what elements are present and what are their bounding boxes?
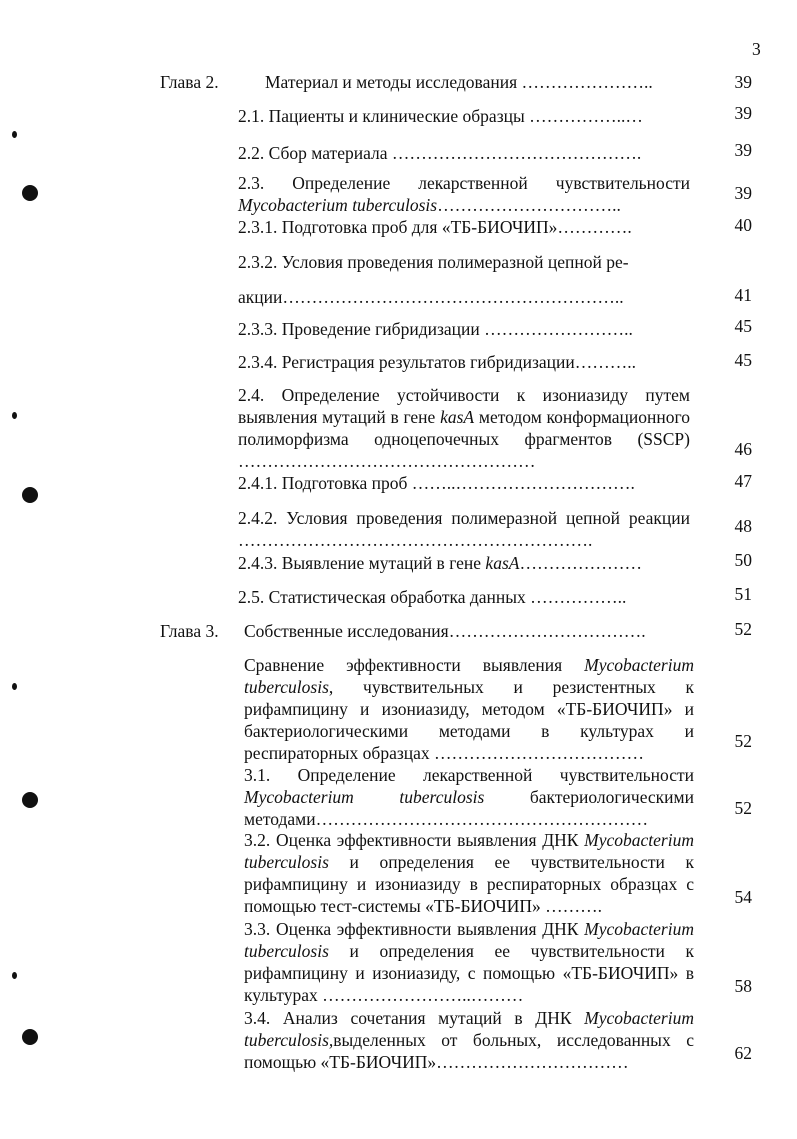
toc-entry-2-4: 2.4. Определение устойчивости к изониазиду путем выявления мутаций в гене kasA методом конформационного полиморфизма одноцепочечных фрагментов (SSCP) …………………………………………… <box>238 385 691 471</box>
toc-entry-2-3-2-cont: акции………………………………………………….. <box>238 287 624 307</box>
toc-entry-2-3: 2.3. Определение лекарственной чувствительности Mycobacterium tuberculosis………………………….. <box>238 173 690 215</box>
toc-page-3-1: 52 <box>734 798 752 818</box>
toc-page-2-2: 39 <box>734 140 752 160</box>
binder-hole-mark <box>22 185 38 201</box>
toc-entry-3-4: 3.4. Анализ сочетания мутаций в ДНК Mycobacterium tuberculosis,выделенных от больных, исследованных с помощью «ТБ-БИОЧИП»…………………………… <box>244 1008 694 1072</box>
binder-hole-mark <box>12 972 17 979</box>
binder-hole-mark <box>22 487 38 503</box>
toc-entry-2-5: 2.5. Статистическая обработка данных …………….. <box>238 587 627 607</box>
toc-entry-2-3-3: 2.3.3. Проведение гибридизации …………………….. <box>238 319 633 339</box>
toc-entry-2-3-2: 2.3.2. Условия проведения полимеразной цепной ре- <box>238 252 629 272</box>
toc-entry-2-4-2: 2.4.2. Условия проведения полимеразной цепной реакции ……………………………………………………. <box>238 508 690 550</box>
chapter-3-page: 52 <box>734 619 752 639</box>
chapter-2-label: Глава 2. <box>160 72 219 92</box>
toc-entry-2-1: 2.1. Пациенты и клинические образцы ……………..… <box>238 106 643 126</box>
toc-entry-2-2: 2.2. Сбор материала ……………………………………. <box>238 143 642 163</box>
toc-page-3-4: 62 <box>734 1043 752 1063</box>
toc-entry-3-1: 3.1. Определение лекарственной чувствительности Mycobacterium tuberculosis бактериологическими методами………………………………………………… <box>244 765 694 829</box>
toc-page-2-3-4: 45 <box>734 350 752 370</box>
toc-entry-3-2: 3.2. Оценка эффективности выявления ДНК Mycobacterium tuberculosis и определения ее чувствительности к рифампицину и изониазиду в респираторных образцах с помощью тест-системы «ТБ-БИОЧИП» ………. <box>244 830 694 916</box>
binder-hole-mark <box>12 131 17 138</box>
binder-hole-mark <box>22 1029 38 1045</box>
chapter-2-page: 39 <box>734 72 752 92</box>
toc-page-2-4: 46 <box>734 439 752 459</box>
toc-page-2-3-1: 40 <box>734 215 752 235</box>
toc-page-2-5: 51 <box>734 584 752 604</box>
toc-page-2-3: 39 <box>734 183 752 203</box>
toc-entry-3-intro: Сравнение эффективности выявления Mycobacterium tuberculosis, чувствительных и резистентных к рифампицину и изониазиду, методом «ТБ-БИОЧИП» и бактериологическими методами в культурах и респираторных образцах ……………………………… <box>244 655 694 763</box>
binder-hole-mark <box>12 412 17 419</box>
toc-entry-2-3-1: 2.3.1. Подготовка проб для «ТБ-БИОЧИП»…………. <box>238 217 632 237</box>
toc-entry-2-4-1: 2.4.1. Подготовка проб ……..…………………………. <box>238 473 635 493</box>
chapter-3-title: Собственные исследования……………………………. <box>244 621 646 641</box>
toc-page-2-3-3: 45 <box>734 316 752 336</box>
page-number: 3 <box>752 39 761 59</box>
toc-entry-2-3-4: 2.3.4. Регистрация результатов гибридизации……….. <box>238 352 637 372</box>
toc-page-3-3: 58 <box>734 976 752 996</box>
toc-entry-2-4-3: 2.4.3. Выявление мутаций в гене kasA………………… <box>238 553 642 573</box>
binder-hole-mark <box>12 683 17 690</box>
binder-hole-mark <box>22 792 38 808</box>
toc-page-3-intro: 52 <box>734 731 752 751</box>
toc-page-2-4-3: 50 <box>734 550 752 570</box>
chapter-2-title: Материал и методы исследования ………………….. <box>265 72 653 92</box>
toc-entry-3-3: 3.3. Оценка эффективности выявления ДНК Mycobacterium tuberculosis и определения ее чувствительности к рифампицину и изониазиду, с помощью «ТБ-БИОЧИП» в культурах ……………………..……… <box>244 919 694 1005</box>
toc-page-2-4-1: 47 <box>734 471 752 491</box>
toc-page-2-3-2: 41 <box>734 285 752 305</box>
toc-page-2-4-2: 48 <box>734 516 752 536</box>
toc-page-2-1: 39 <box>734 103 752 123</box>
chapter-3-label: Глава 3. <box>160 621 219 641</box>
toc-page-3-2: 54 <box>734 887 752 907</box>
